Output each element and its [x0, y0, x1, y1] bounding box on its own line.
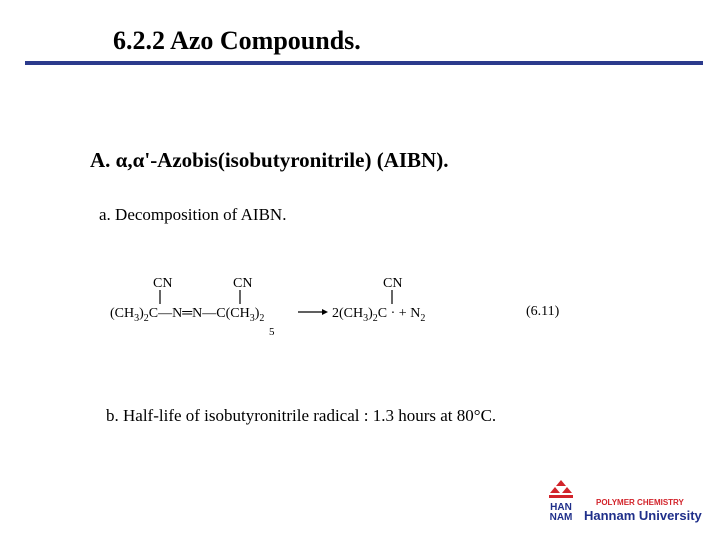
slide-title: 6.2.2 Azo Compounds. — [113, 26, 361, 55]
item-b-text: b. Half-life of isobutyronitrile radical : 1.3 hours at 80°C. — [106, 406, 497, 425]
item-a-text: a. Decomposition of AIBN. — [99, 205, 287, 224]
reactant-formula: $(CH_3)_2C—N═N—C(CH_3)_2$ — [110, 306, 265, 324]
cn-label-1: CN — [153, 276, 173, 291]
compound-number: 5 — [269, 326, 275, 338]
logo-mark-line1: HAN — [550, 502, 572, 513]
logo-mark-line2: NAM — [549, 512, 573, 523]
logo-mark-text — [544, 503, 578, 523]
section-heading: A. α,α'-Azobis(isobutyronitrile) (AIBN). — [90, 148, 449, 172]
equation-number: (6.11) — [526, 304, 560, 319]
reaction-scheme — [100, 268, 580, 346]
product-formula: $2(CH_3)_2C$ · + $N_2$ — [332, 306, 426, 324]
logo-tagline: POLYMER CHEMISTRY — [596, 498, 684, 507]
logo-university-name: Hannam University — [584, 508, 702, 523]
cn-label-3: CN — [383, 276, 403, 291]
cn-label-2: CN — [233, 276, 253, 291]
university-logo — [544, 480, 714, 528]
title-underline — [25, 61, 703, 65]
reaction-arrow-head — [322, 309, 328, 315]
